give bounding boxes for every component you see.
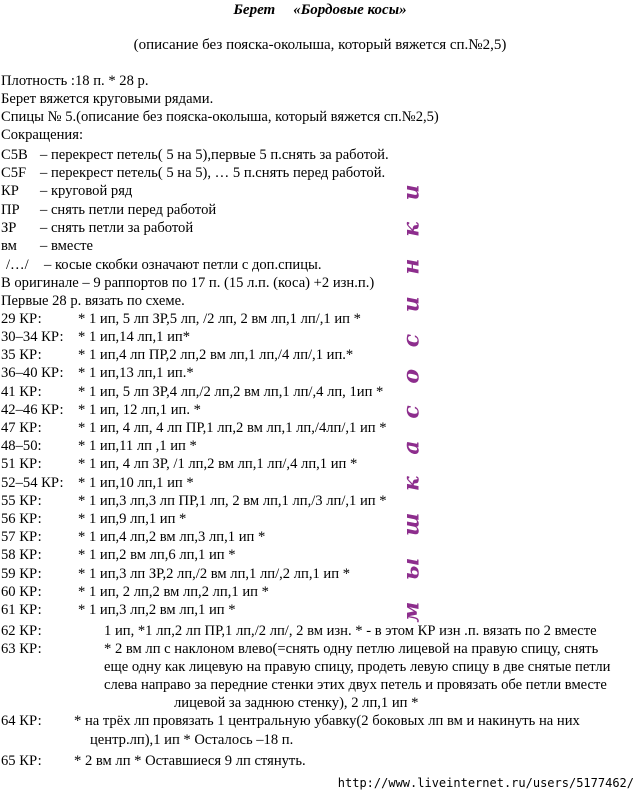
row-instruction: * 1 ип,4 лп ПР,2 лп,2 вм лп,1 лп,/4 лп/,1 ип.* bbox=[78, 347, 354, 363]
row-label: 57 КР: bbox=[1, 529, 42, 545]
row-label: 51 КР: bbox=[1, 456, 42, 472]
row-label: 61 КР: bbox=[1, 602, 42, 618]
abbr-text: – вместе bbox=[40, 238, 93, 254]
abbr-text: – перекрест петель( 5 на 5), … 5 п.снять перед работой. bbox=[40, 165, 386, 181]
row-instruction: слева направо за передние стенки этих двух петель и провязать обе петли вместе bbox=[104, 677, 607, 693]
row-label: 42–46 КР: bbox=[1, 402, 64, 418]
title-name: «Бордовые косы» bbox=[293, 2, 407, 18]
abbr-key: ЗР bbox=[1, 220, 17, 236]
row-instruction: * 1 ип, 5 лп ЗР,5 лп, /2 лп, 2 вм лп,1 лп/,1 ип * bbox=[78, 311, 361, 327]
row-label: 48–50: bbox=[1, 438, 42, 454]
abbreviations-heading: Сокращения: bbox=[1, 127, 83, 143]
row-instruction: * 1 ип,13 лп,1 ип.* bbox=[78, 365, 194, 381]
abbr-key: C5B bbox=[1, 147, 28, 163]
row-instruction: еще одну как лицевую на правую спицу, продеть левую спицу в две снятые петли bbox=[104, 659, 611, 675]
row-instruction: * 1 ип, 5 лп ЗР,4 лп,/2 лп,2 вм лп,1 лп/,4 лп, 1ип * bbox=[78, 384, 384, 400]
row-instruction: * 2 вм лп с наклоном влево(=снять одну петлю лицевой на правую спицу, снять bbox=[104, 641, 599, 657]
row-label: 30–34 КР: bbox=[1, 329, 64, 345]
repeats-note: В оригинале – 9 раппортов по 17 п. (15 л.п. (коса) +2 изн.п.) bbox=[1, 275, 375, 291]
gauge-line: Плотность :18 п. * 28 р. bbox=[1, 73, 149, 89]
subtitle: (описание без пояска-околыша, который вяжется сп.№2,5) bbox=[133, 37, 507, 53]
abbr-key: КР bbox=[1, 183, 19, 199]
abbr-text: – круговой ряд bbox=[40, 183, 133, 199]
chart-note: Первые 28 р. вязать по схеме. bbox=[1, 293, 185, 309]
row-label: 62 КР: bbox=[1, 623, 42, 639]
method-line: Берет вяжется круговыми рядами. bbox=[1, 91, 214, 107]
row-label: 35 КР: bbox=[1, 347, 42, 363]
row-label: 58 КР: bbox=[1, 547, 42, 563]
row-instruction: * 1 ип,9 лп,1 ип * bbox=[78, 511, 187, 527]
row-label: 65 КР: bbox=[1, 753, 42, 769]
watermark-text: м ы ш к а с о с и н к и bbox=[399, 177, 426, 623]
row-label: 29 КР: bbox=[1, 311, 42, 327]
abbr-text: – косые скобки означают петли с доп.спицы. bbox=[44, 257, 322, 273]
row-label: 36–40 КР: bbox=[1, 365, 64, 381]
row-label: 59 КР: bbox=[1, 566, 42, 582]
row-instruction: * 1 ип,10 лп,1 ип * bbox=[78, 475, 194, 491]
row-instruction: * 1 ип, 12 лп,1 ип. * bbox=[78, 402, 201, 418]
abbr-text: – снять петли за работой bbox=[40, 220, 194, 236]
row-label: 63 КР: bbox=[1, 641, 42, 657]
row-label: 60 КР: bbox=[1, 584, 42, 600]
row-instruction: * 1 ип,3 лп,2 вм лп,1 ип * bbox=[78, 602, 236, 618]
page-title bbox=[0, 2, 640, 19]
row-instruction: * 1 ип,2 вм лп,6 лп,1 ип * bbox=[78, 547, 236, 563]
row-instruction: 1 ип, *1 лп,2 лп ПР,1 лп,/2 лп/, 2 вм изн. * - в этом КР изн .п. вязать по 2 вместе bbox=[104, 623, 597, 639]
row-instruction: * 1 ип,3 лп ЗР,2 лп,/2 вм лп,1 лп/,2 лп,1 ип * bbox=[78, 566, 350, 582]
row-label: 52–54 КР: bbox=[1, 475, 64, 491]
abbr-key: C5F bbox=[1, 165, 27, 181]
abbr-text: – снять петли перед работой bbox=[40, 202, 217, 218]
row-instruction: центр.лп),1 ип * Осталось –18 п. bbox=[90, 732, 294, 748]
row-instruction: * 1 ип, 4 лп, 4 лп ПР,1 лп,2 вм лп,1 лп,/4лп/,1 ип * bbox=[78, 420, 387, 436]
row-instruction: * 1 ип,11 лп ,1 ип * bbox=[78, 438, 197, 454]
row-instruction: * 1 ип,14 лп,1 ип* bbox=[78, 329, 191, 345]
row-instruction: * 1 ип,3 лп,3 лп ПР,1 лп, 2 вм лп,1 лп,/3 лп/,1 ип * bbox=[78, 493, 387, 509]
row-instruction: лицевой за заднюю стенку), 2 лп,1 ип * bbox=[174, 695, 419, 711]
row-label: 64 КР: bbox=[1, 713, 42, 729]
abbr-key: вм bbox=[1, 238, 17, 254]
row-instruction: * 2 вм лп * Оставшиеся 9 лп стянуть. bbox=[74, 753, 306, 769]
row-label: 55 КР: bbox=[1, 493, 42, 509]
abbr-key: /…/ bbox=[6, 257, 29, 273]
abbr-text: – перекрест петель( 5 на 5),первые 5 п.снять за работой. bbox=[40, 147, 389, 163]
row-instruction: * на трёх лп провязать 1 центральную убавку(2 боковых лп вм и накинуть на них bbox=[74, 713, 580, 729]
row-label: 56 КР: bbox=[1, 511, 42, 527]
source-url: http://www.liveinternet.ru/users/5177462/ bbox=[337, 776, 634, 790]
row-label: 41 КР: bbox=[1, 384, 42, 400]
title-beret: Берет bbox=[233, 2, 276, 18]
needles-line: Спицы № 5.(описание без пояска-околыша, который вяжется сп.№2,5) bbox=[1, 109, 439, 125]
row-instruction: * 1 ип, 2 лп,2 вм лп,2 лп,1 ип * bbox=[78, 584, 269, 600]
row-instruction: * 1 ип, 4 лп ЗР, /1 лп,2 вм лп,1 лп/,4 лп,1 ип * bbox=[78, 456, 358, 472]
abbr-key: ПР bbox=[1, 202, 20, 218]
row-label: 47 КР: bbox=[1, 420, 42, 436]
watermark bbox=[392, 177, 432, 623]
row-instruction: * 1 ип,4 лп,2 вм лп,3 лп,1 ип * bbox=[78, 529, 266, 545]
